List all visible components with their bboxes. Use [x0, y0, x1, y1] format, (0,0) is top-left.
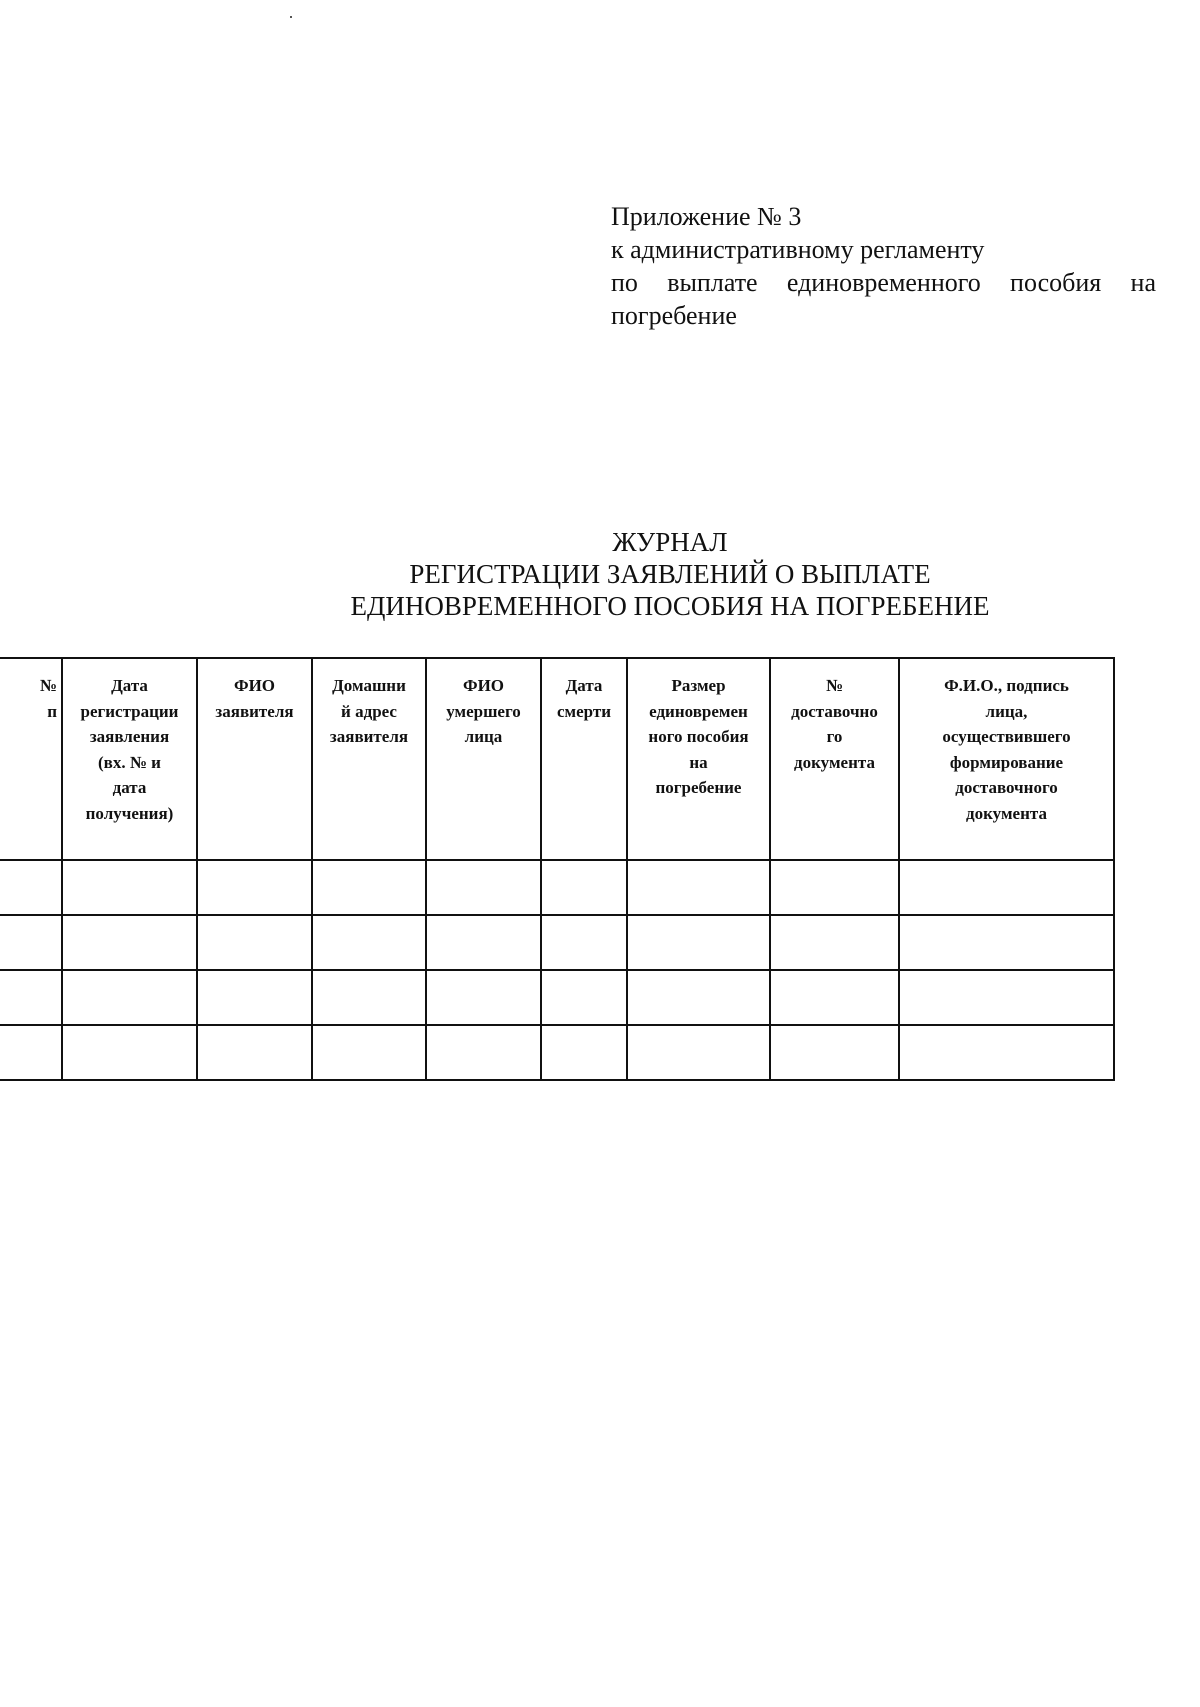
column-header-number: № п — [0, 658, 62, 860]
table-cell — [312, 1025, 426, 1080]
column-header-applicant-name: ФИО заявителя — [197, 658, 312, 860]
table-cell — [899, 915, 1114, 970]
table-cell — [62, 1025, 197, 1080]
table-cell — [62, 970, 197, 1025]
table-header-row — [0, 658, 1114, 860]
column-header-benefit-amount: Размер единовремен ного пособия на погребение — [627, 658, 770, 860]
table-cell — [770, 970, 899, 1025]
table-cell — [0, 915, 62, 970]
table-cell — [426, 860, 541, 915]
table-cell — [312, 970, 426, 1025]
table-cell — [899, 1025, 1114, 1080]
table-cell — [627, 1025, 770, 1080]
table-cell — [899, 970, 1114, 1025]
column-header-death-date: Дата смерти — [541, 658, 627, 860]
journal-title-line-2: РЕГИСТРАЦИИ ЗАЯВЛЕНИЙ О ВЫПЛАТЕ — [409, 559, 931, 589]
journal-title-line-1: ЖУРНАЛ — [612, 527, 728, 557]
table-cell — [0, 860, 62, 915]
table-cell — [426, 1025, 541, 1080]
table-cell — [770, 860, 899, 915]
appendix-line-3: по выплате единовременного пособия на — [611, 268, 1156, 297]
column-header-delivery-document-number: № доставочно го документа — [770, 658, 899, 860]
table-cell — [899, 860, 1114, 915]
table-cell — [197, 860, 312, 915]
journal-title-line-3: ЕДИНОВРЕМЕННОГО ПОСОБИЯ НА ПОГРЕБЕНИЕ — [350, 591, 990, 621]
column-header-registration-date: Дата регистрации заявления (вх. № и дата получения) — [62, 658, 197, 860]
table-cell — [770, 915, 899, 970]
table-cell — [426, 970, 541, 1025]
table-cell — [541, 915, 627, 970]
journal-title — [300, 526, 1040, 622]
scan-speck — [290, 16, 292, 18]
table-cell — [0, 970, 62, 1025]
table-cell — [627, 860, 770, 915]
table-cell — [62, 915, 197, 970]
table-row — [0, 860, 1114, 915]
table-cell — [627, 970, 770, 1025]
table-cell — [541, 860, 627, 915]
table-cell — [627, 915, 770, 970]
table-row — [0, 970, 1114, 1025]
column-header-deceased-name: ФИО умершего лица — [426, 658, 541, 860]
table-cell — [197, 970, 312, 1025]
column-header-signature: Ф.И.О., подпись лица, осуществившего формирование доставочного документа — [899, 658, 1114, 860]
appendix-line-2: к административному регламенту — [611, 235, 985, 264]
appendix-line-1: Приложение № 3 — [611, 202, 802, 231]
table-cell — [0, 1025, 62, 1080]
table-row — [0, 915, 1114, 970]
table-cell — [426, 915, 541, 970]
table-cell — [62, 860, 197, 915]
table-cell — [197, 915, 312, 970]
table-cell — [197, 1025, 312, 1080]
registration-table — [0, 657, 1115, 1081]
table-cell — [312, 860, 426, 915]
table-cell — [312, 915, 426, 970]
table-cell — [770, 1025, 899, 1080]
appendix-line-4: погребение — [611, 301, 737, 330]
appendix-note — [611, 200, 1156, 332]
table-row — [0, 1025, 1114, 1080]
column-header-home-address: Домашни й адрес заявителя — [312, 658, 426, 860]
table-cell — [541, 970, 627, 1025]
table-cell — [541, 1025, 627, 1080]
